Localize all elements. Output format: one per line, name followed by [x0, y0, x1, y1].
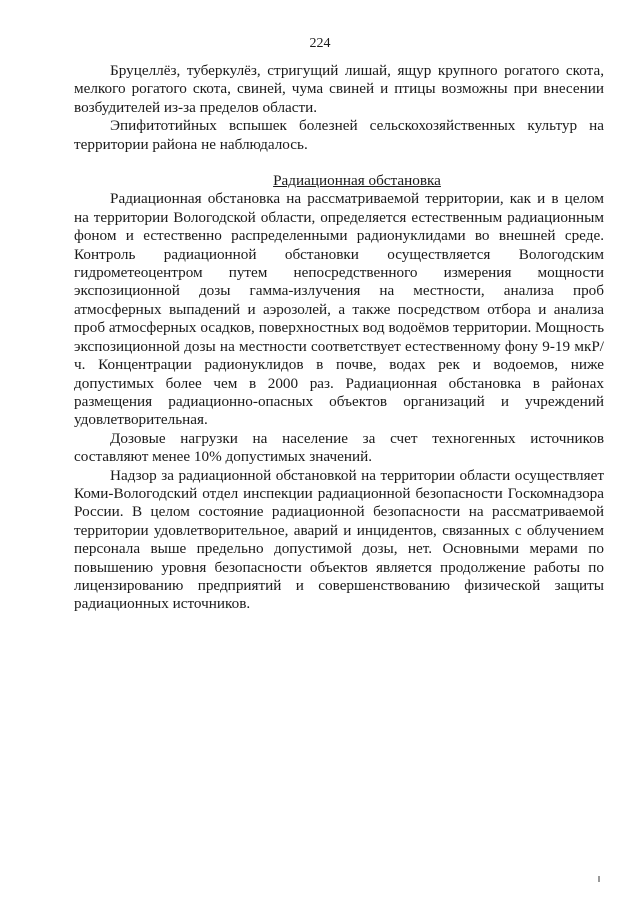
- section-heading: Радиационная обстановка: [273, 172, 441, 190]
- page-content: [74, 62, 604, 614]
- page-number: 224: [309, 36, 331, 51]
- paragraph-supervision: Надзор за радиационной обстановкой на территории области осуществляет Коми-Вологодский отдел инспекции радиационной безопасности Госкомнадзора России. В целом состояние радиационной безопасности на рассматриваемой территории удовлетворительное, аварий и инцидентов, связанных с облучением персонала выше предельно допустимой дозы, нет. Основными мерами по повышению уровня безопасности объектов является продолжение работы по лицензированию предприятий и совершенствованию физической защиты радиационных источников.: [74, 466, 604, 613]
- paragraph-diseases: Бруцеллёз, туберкулёз, стригущий лишай, ящур крупного рогатого скота, мелкого рогатого скота, свиней, чума свиней и птицы возможны при внесении возбудителей из-за пределов области.: [74, 62, 604, 116]
- paragraph-epiphytotic: Эпифитотийных вспышек болезней сельскохозяйственных культур на территории района не наблюдалось.: [74, 117, 604, 153]
- paragraph-radiation-overview: Радиационная обстановка на рассматриваемой территории, как и в целом на территории Вологодской области, определяется естественным радиационным фоном и естественно распределенными радионуклидами во внешней среде. Контроль радиационной обстановки осуществляется Вологодским гидрометеоцентром путем непосредственного измерения мощности экспозиционной дозы гамма-излучения на местности, анализа проб атмосферных выпадений и аэрозолей, а также посредством отбора и анализа проб атмосферных осадков, поверхностных вод водоёмов территории. Мощность экспозиционной дозы на местности соответствует естественному фону 9-19 мкР/ч. Концентрации радионуклидов в почве, водах рек и водоемов, ниже допустимых более чем в 2000 раз. Радиационная обстановка в районах размещения радиационно-опасных объектов организаций и учреждений удовлетворительная.: [74, 190, 604, 429]
- paragraph-dose-loads: Дозовые нагрузки на население за счет техногенных источников составляют менее 10% допустимых значений.: [74, 429, 604, 466]
- scan-mark: [598, 876, 600, 882]
